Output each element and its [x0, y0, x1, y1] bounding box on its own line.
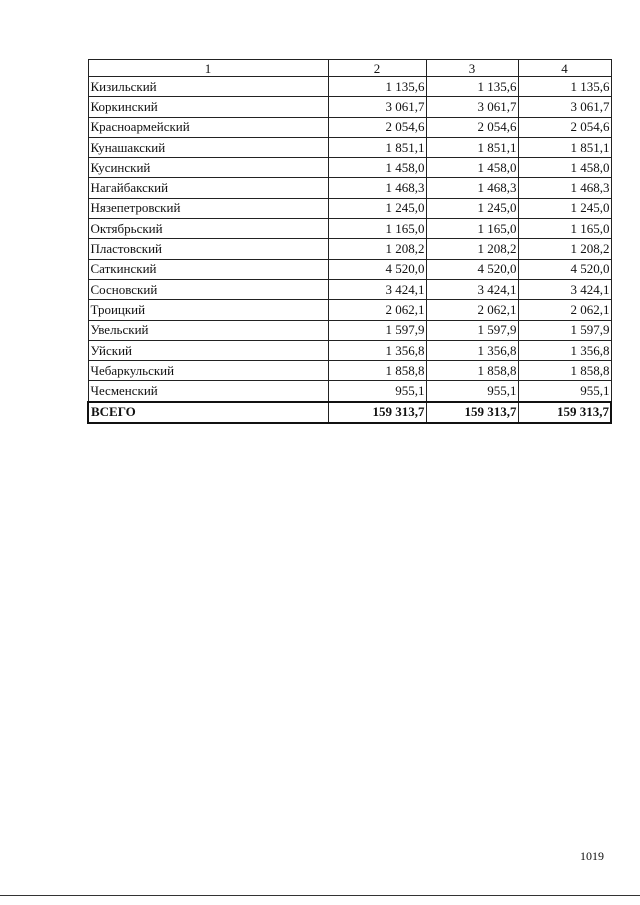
table-row: [88, 320, 611, 340]
value-col4-cell: 2 054,6: [518, 117, 611, 137]
total-row: [88, 402, 611, 423]
value-col2-cell: 3 424,1: [328, 279, 426, 299]
value-col4-cell: 1 135,6: [518, 77, 611, 97]
table-body: [88, 77, 611, 402]
value-col3-cell: 1 208,2: [426, 239, 518, 259]
value-col3-cell: 1 356,8: [426, 340, 518, 360]
table-row: [88, 300, 611, 320]
column-header-2: 2: [328, 60, 426, 77]
district-name-cell: Коркинский: [88, 97, 328, 117]
total-value-col3: 159 313,7: [426, 402, 518, 423]
value-col3-cell: 1 858,8: [426, 361, 518, 381]
district-name-cell: Саткинский: [88, 259, 328, 279]
district-name-cell: Чебаркульский: [88, 361, 328, 381]
column-header-1: 1: [88, 60, 328, 77]
table-row: [88, 381, 611, 402]
value-col2-cell: 1 851,1: [328, 137, 426, 157]
total-value-col2: 159 313,7: [328, 402, 426, 423]
district-name-cell: Красноармейский: [88, 117, 328, 137]
table-row: [88, 137, 611, 157]
value-col3-cell: 955,1: [426, 381, 518, 402]
table-row: [88, 178, 611, 198]
value-col3-cell: 1 458,0: [426, 158, 518, 178]
value-col3-cell: 3 424,1: [426, 279, 518, 299]
page-number: 1019: [580, 849, 604, 863]
value-col3-cell: 1 468,3: [426, 178, 518, 198]
value-col3-cell: 4 520,0: [426, 259, 518, 279]
table-row: [88, 219, 611, 239]
value-col2-cell: 1 165,0: [328, 219, 426, 239]
district-name-cell: Уйский: [88, 340, 328, 360]
value-col2-cell: 2 062,1: [328, 300, 426, 320]
value-col4-cell: 1 458,0: [518, 158, 611, 178]
value-col4-cell: 1 597,9: [518, 320, 611, 340]
district-name-cell: Увельский: [88, 320, 328, 340]
value-col4-cell: 1 858,8: [518, 361, 611, 381]
column-number-row: [88, 60, 611, 77]
value-col2-cell: 2 054,6: [328, 117, 426, 137]
allocation-table: [87, 59, 612, 424]
value-col3-cell: 1 135,6: [426, 77, 518, 97]
table-row: [88, 77, 611, 97]
value-col4-cell: 1 245,0: [518, 198, 611, 218]
value-col3-cell: 2 062,1: [426, 300, 518, 320]
value-col3-cell: 1 165,0: [426, 219, 518, 239]
value-col4-cell: 1 165,0: [518, 219, 611, 239]
table-row: [88, 279, 611, 299]
district-name-cell: Троицкий: [88, 300, 328, 320]
value-col4-cell: 955,1: [518, 381, 611, 402]
value-col2-cell: 4 520,0: [328, 259, 426, 279]
value-col4-cell: 1 851,1: [518, 137, 611, 157]
district-name-cell: Сосновский: [88, 279, 328, 299]
value-col4-cell: 1 356,8: [518, 340, 611, 360]
value-col3-cell: 1 851,1: [426, 137, 518, 157]
value-col2-cell: 1 458,0: [328, 158, 426, 178]
value-col3-cell: 3 061,7: [426, 97, 518, 117]
district-name-cell: Октябрьский: [88, 219, 328, 239]
district-name-cell: Чесменский: [88, 381, 328, 402]
value-col2-cell: 1 356,8: [328, 340, 426, 360]
total-label: ВСЕГО: [88, 402, 328, 423]
table-row: [88, 340, 611, 360]
table-row: [88, 239, 611, 259]
value-col2-cell: 1 597,9: [328, 320, 426, 340]
value-col4-cell: 2 062,1: [518, 300, 611, 320]
column-header-3: 3: [426, 60, 518, 77]
value-col2-cell: 3 061,7: [328, 97, 426, 117]
column-header-4: 4: [518, 60, 611, 77]
value-col2-cell: 1 208,2: [328, 239, 426, 259]
district-name-cell: Кунашакский: [88, 137, 328, 157]
value-col2-cell: 955,1: [328, 381, 426, 402]
table-row: [88, 97, 611, 117]
value-col3-cell: 1 245,0: [426, 198, 518, 218]
value-col3-cell: 1 597,9: [426, 320, 518, 340]
value-col2-cell: 1 468,3: [328, 178, 426, 198]
value-col2-cell: 1 245,0: [328, 198, 426, 218]
district-name-cell: Нагайбакский: [88, 178, 328, 198]
value-col2-cell: 1 858,8: [328, 361, 426, 381]
value-col4-cell: 1 468,3: [518, 178, 611, 198]
table-row: [88, 158, 611, 178]
district-name-cell: Пластовский: [88, 239, 328, 259]
value-col4-cell: 4 520,0: [518, 259, 611, 279]
table-row: [88, 259, 611, 279]
footer-divider: [0, 895, 640, 896]
value-col2-cell: 1 135,6: [328, 77, 426, 97]
value-col4-cell: 3 061,7: [518, 97, 611, 117]
table-row: [88, 361, 611, 381]
district-name-cell: Нязепетровский: [88, 198, 328, 218]
value-col3-cell: 2 054,6: [426, 117, 518, 137]
value-col4-cell: 1 208,2: [518, 239, 611, 259]
district-name-cell: Кусинский: [88, 158, 328, 178]
value-col4-cell: 3 424,1: [518, 279, 611, 299]
district-name-cell: Кизильский: [88, 77, 328, 97]
total-value-col4: 159 313,7: [518, 402, 611, 423]
table-row: [88, 117, 611, 137]
table-row: [88, 198, 611, 218]
